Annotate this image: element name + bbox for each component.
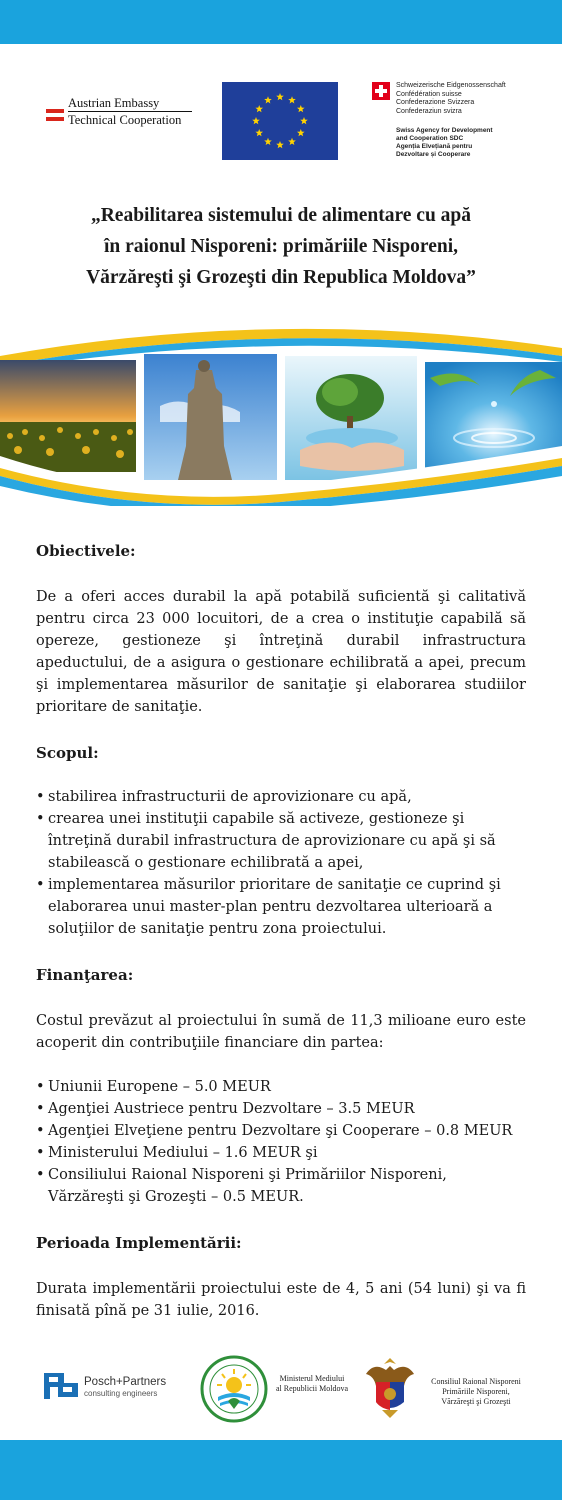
eu-stars-icon [222,82,338,160]
posch-partners-logo [44,1373,194,1403]
ministry-environment-emblem-icon [200,1355,268,1423]
moldova-coat-of-arms-icon [360,1352,420,1422]
finantarea-text: Costul prevăzut al proiectului în sumă de 11,3 milioane euro este acoperit din contribuţiile financiare din partea: [36,1013,526,1051]
heading-scopul: Scopul: [36,744,99,762]
posch-subtitle: consulting engineers [84,1389,158,1398]
heading-finantarea: Finanţarea: [36,966,134,984]
list-item: • Uniunii Europene – 5.0 MEUR [36,1076,526,1098]
eu-flag-logo [222,82,338,160]
drop-icon [491,401,497,407]
swiss-flag-icon [372,82,390,100]
title-line: „Reabilitarea sistemului de alimentare cu apă [90,205,472,226]
heading-obiective: Obiectivele: [36,542,136,560]
austria-divider [68,111,192,112]
eu-star-icon [288,96,296,103]
eu-star-icon [297,129,305,136]
photo-strip [0,326,562,506]
finantarea-list [36,1076,526,1208]
swiss-confederation-names [396,82,506,116]
consiliu-label-line: Vărzăreşti şi Grozeşti [441,1397,511,1406]
perioada-text: Durata implementării proiectului este de 4, 5 ani (54 luni) şi va fi finisată pînă pe 31 iulie, 2016. [36,1281,526,1319]
austria-flag-icon [46,109,64,121]
ministry-label [268,1374,356,1394]
austria-line2: Technical Cooperation [68,113,182,127]
eu-star-icon [276,141,284,148]
scopul-list [36,786,526,940]
consiliu-label [420,1377,532,1407]
swiss-agency-name [396,127,493,159]
swiss-line: Confederaziun svizra [396,107,462,115]
consiliu-label-line: Primăriile Nisporeni, [442,1387,510,1396]
posch-name: Posch+Partners [84,1376,167,1388]
swiss-line: Schweizerische Eidgenossenschaft [396,82,506,89]
photo-collage-image [0,326,562,506]
list-item: • Agenţiei Elveţiene pentru Dezvoltare şi Cooperare – 0.8 MEUR [36,1120,526,1142]
swiss-sub-line: Agenția Elvețiană pentru [396,143,473,150]
heading-perioada: Perioada Implementării: [36,1234,242,1252]
swiss-sub-line: Dezvoltare și Cooperare [396,151,471,158]
swiss-line: Confederazione Svizzera [396,99,475,106]
bottom-color-band [0,1440,562,1500]
consiliu-label-line: Consiliul Raional Nisporeni [431,1377,521,1386]
ministry-label-line: Ministerul Mediului [279,1374,345,1383]
list-item: • implementarea măsurilor prioritare de sanitaţie ce cuprind şi elaborarea unui master-plan pentru dezvoltarea ulterioară a soluţiilor de sanitaţie pentru zona proiectului. [36,874,526,940]
swiss-sub-line: and Cooperation SDC [396,135,464,142]
title-line: în raionul Nisporeni: primăriile Nisporeni, [103,236,459,257]
austria-line1: Austrian Embassy [68,96,160,110]
swiss-sub-line: Swiss Agency for Development [396,127,493,134]
list-item: • crearea unei instituţii capabile să activeze, gestioneze şi întreţină durabil infrastructura de aprovizionare cu apă şi să stabilească o gestionare echilibrată a apei, [36,808,526,874]
list-item: • Agenţiei Austriece pentru Dezvoltare – 3.5 MEUR [36,1098,526,1120]
body-content [36,540,526,1322]
list-item: • Consiliului Raional Nisporeni şi Primăriilor Nisporeni, Vărzăreşti şi Grozeşti – 0.5 MEUR. [36,1164,526,1208]
swiss-line: Confédération suisse [396,90,462,98]
posch-pp-icon [44,1373,80,1400]
page-title [20,200,542,293]
eu-star-icon [276,93,284,100]
eu-star-icon [264,138,272,145]
list-item: • stabilirea infrastructurii de aprovizionare cu apă, [36,786,526,808]
eu-star-icon [255,129,263,136]
title-line: Vărzăreşti şi Grozeşti din Republica Moldova” [86,267,476,288]
ministry-label-line: al Republicii Moldova [276,1384,348,1393]
eu-star-icon [255,105,263,112]
eu-star-icon [252,117,260,124]
eu-star-icon [264,96,272,103]
top-color-band [0,0,562,44]
eu-star-icon [288,138,296,145]
eu-star-icon [297,105,305,112]
list-item: • Ministerului Mediului – 1.6 MEUR şi [36,1142,526,1164]
eu-star-icon [300,117,308,124]
obiective-text: De a oferi acces durabil la apă potabilă suficientă şi calitativă pentru circa 23 000 locuitori, de a crea o instituţie capabilă să opereze, gestioneze şi întreţină durabil infrastructura apeductului, de a asigura o gestionare echilibrată a apei, precum şi implementarea măsurilor de sanitaţie şi elaborarea studiilor prioritare de sanitaţie. [36,589,526,715]
